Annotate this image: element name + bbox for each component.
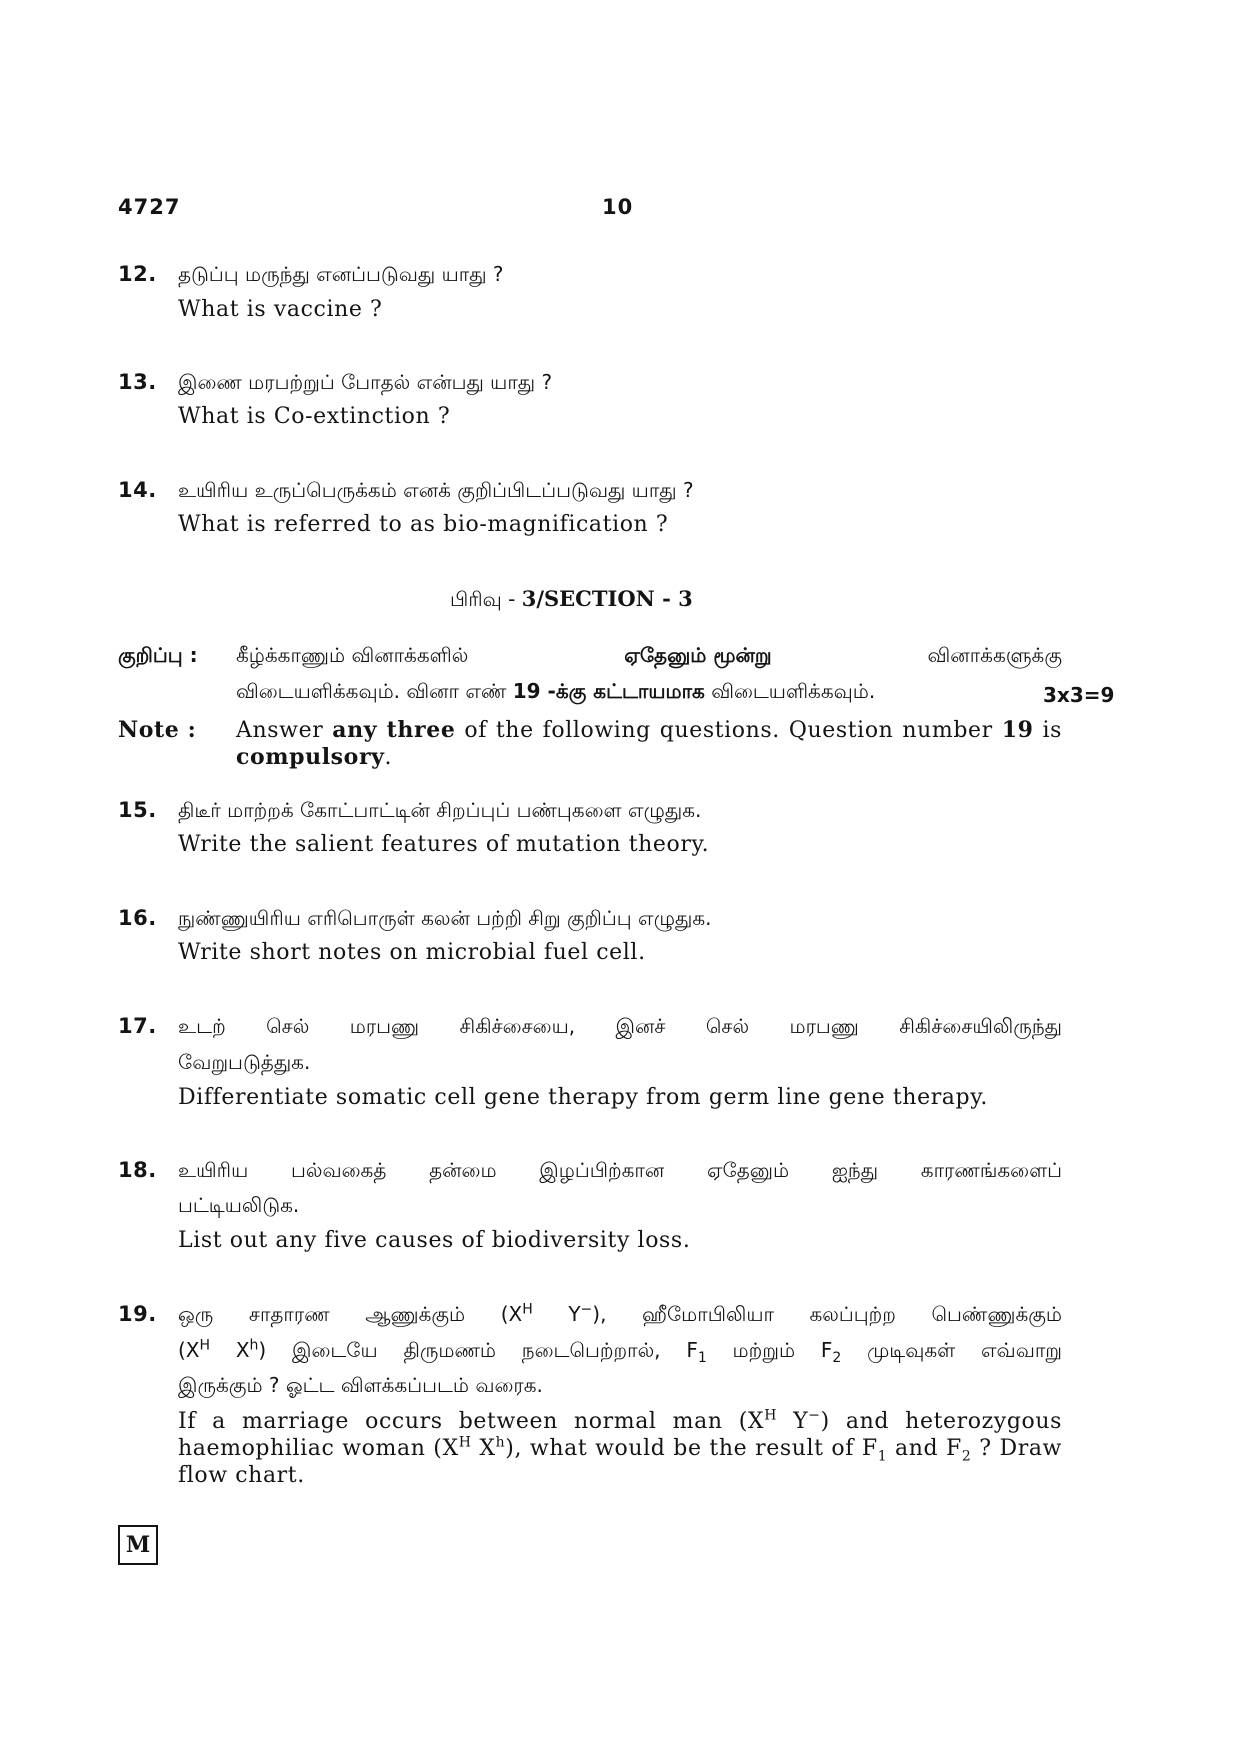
question-english: List out any five causes of biodiversity loss.	[178, 1228, 691, 1253]
superscript: H	[458, 1434, 472, 1451]
note-english-bold: compulsory	[236, 744, 385, 770]
question-number: 13.	[118, 370, 157, 394]
note-english-text: of the following questions. Question number	[455, 718, 1002, 743]
question-english: flow chart.	[178, 1463, 305, 1488]
question-number: 15.	[118, 798, 157, 822]
text: மற்றும் F	[706, 1338, 833, 1362]
question-number: 16.	[118, 906, 157, 930]
question-english	[178, 1409, 1062, 1434]
question-tamil	[178, 1338, 1062, 1365]
question-english: What is referred to as bio-magnification ?	[178, 512, 669, 537]
question-english: Differentiate somatic cell gene therapy from germ line gene therapy.	[178, 1085, 988, 1110]
question-english: Write the salient features of mutation theory.	[178, 832, 710, 857]
section-heading-english: 3/SECTION - 3	[521, 586, 693, 611]
question-tamil: உயிரிய உருப்பெருக்கம் எனக் குறிப்பிடப்படுவது யாது ?	[178, 478, 694, 502]
question-number: 14.	[118, 478, 157, 502]
text: முடிவுகள் எவ்வாறு	[841, 1338, 1063, 1362]
section-heading	[450, 586, 693, 614]
question-number: 19.	[118, 1302, 157, 1326]
question-tamil: இருக்கும் ? ஓட்ட விளக்கப்படம் வரைக.	[178, 1373, 543, 1397]
text: Y	[777, 1409, 809, 1434]
note-tamil-text: விடையளிக்கவும்.	[711, 679, 876, 703]
superscript: −	[808, 1407, 821, 1424]
text: ) and heterozygous	[820, 1409, 1063, 1434]
superscript: −	[580, 1301, 593, 1318]
note-tamil-text: விடையளிக்கவும். வினா எண்	[236, 679, 507, 703]
superscript: H	[522, 1301, 533, 1318]
note-english-text: Answer	[236, 718, 333, 743]
note-tamil-text: வினாக்களுக்கு	[927, 643, 1062, 667]
text: (X	[178, 1338, 200, 1362]
superscript: h	[495, 1434, 506, 1451]
note-tamil-bold: ஏதேனும் மூன்று	[624, 643, 772, 667]
superscript: H	[764, 1407, 778, 1424]
question-tamil: உயிரிய பல்வகைத் தன்மை இழப்பிற்கான ஏதேனும் ஐந்து காரணங்களைப்	[178, 1158, 1062, 1182]
question-english: What is vaccine ?	[178, 297, 383, 322]
question-number: 12.	[118, 262, 157, 286]
question-tamil	[178, 1302, 1062, 1329]
text: X	[210, 1338, 250, 1362]
question-english	[178, 1434, 1062, 1465]
text: haemophiliac woman (X	[178, 1436, 459, 1461]
text: X	[471, 1436, 496, 1461]
text: and F	[887, 1436, 962, 1461]
question-tamil: நுண்ணுயிரிய எரிபொருள் கலன் பற்றி சிறு குறிப்பு எழுதுக.	[178, 906, 712, 930]
note-english-text: .	[384, 745, 393, 770]
note-tamil-bold: 19 -க்கு கட்டாயமாக	[512, 679, 705, 703]
note-english-line1	[236, 717, 1062, 743]
question-tamil: வேறுபடுத்துக.	[178, 1050, 311, 1074]
section-heading-tamil: பிரிவு -	[450, 587, 522, 611]
question-tamil: உடற் செல் மரபணு சிகிச்சையை, இனச் செல் மரபணு சிகிச்சையிலிருந்து	[178, 1014, 1063, 1038]
note-english-bold: any three	[332, 717, 456, 743]
note-tamil-line2	[236, 679, 875, 706]
note-english-line2	[236, 744, 392, 770]
note-english-text: is	[1033, 718, 1062, 743]
subscript: 2	[961, 1448, 972, 1465]
question-english: What is Co-extinction ?	[178, 404, 451, 429]
paper-code: 4727	[118, 195, 181, 219]
superscript: h	[249, 1337, 259, 1354]
marks-label: 3x3=9	[1043, 683, 1115, 707]
question-tamil: இணை மரபற்றுப் போதல் என்பது யாது ?	[178, 370, 553, 394]
question-english: Write short notes on microbial fuel cell.	[178, 940, 646, 965]
text: Y	[532, 1302, 581, 1326]
text: ? Draw	[971, 1436, 1062, 1461]
question-number: 17.	[118, 1014, 157, 1038]
text: ) இடையே திருமணம் நடைபெற்றால், F	[258, 1338, 698, 1362]
question-tamil: திடீர் மாற்றக் கோட்பாட்டின் சிறப்புப் பண்புகளை எழுதுக.	[178, 798, 702, 822]
text: ), what would be the result of F	[505, 1436, 878, 1461]
question-number: 18.	[118, 1158, 157, 1182]
page-number: 10	[602, 195, 634, 219]
text: ), ஹீமோபிலியா கலப்புற்ற பெண்ணுக்கும்	[592, 1302, 1062, 1326]
note-tamil-label: குறிப்பு :	[118, 643, 198, 667]
text: If a marriage occurs between normal man (X	[178, 1409, 765, 1434]
text: ஒரு சாதாரண ஆணுக்கும் (X	[178, 1302, 523, 1326]
footer-mark-box: M	[118, 1525, 158, 1565]
subscript: 1	[877, 1448, 888, 1465]
question-tamil: பட்டியலிடுக.	[178, 1193, 300, 1217]
question-tamil: தடுப்பு மருந்து எனப்படுவது யாது ?	[178, 262, 504, 286]
note-english-bold: 19	[1001, 717, 1034, 743]
subscript: 2	[832, 1350, 842, 1366]
note-tamil-text: கீழ்க்காணும் வினாக்களில்	[236, 643, 469, 667]
note-english-label: Note :	[118, 717, 197, 743]
superscript: H	[199, 1337, 211, 1354]
subscript: 1	[697, 1350, 707, 1366]
note-tamil-line1	[236, 643, 1062, 670]
